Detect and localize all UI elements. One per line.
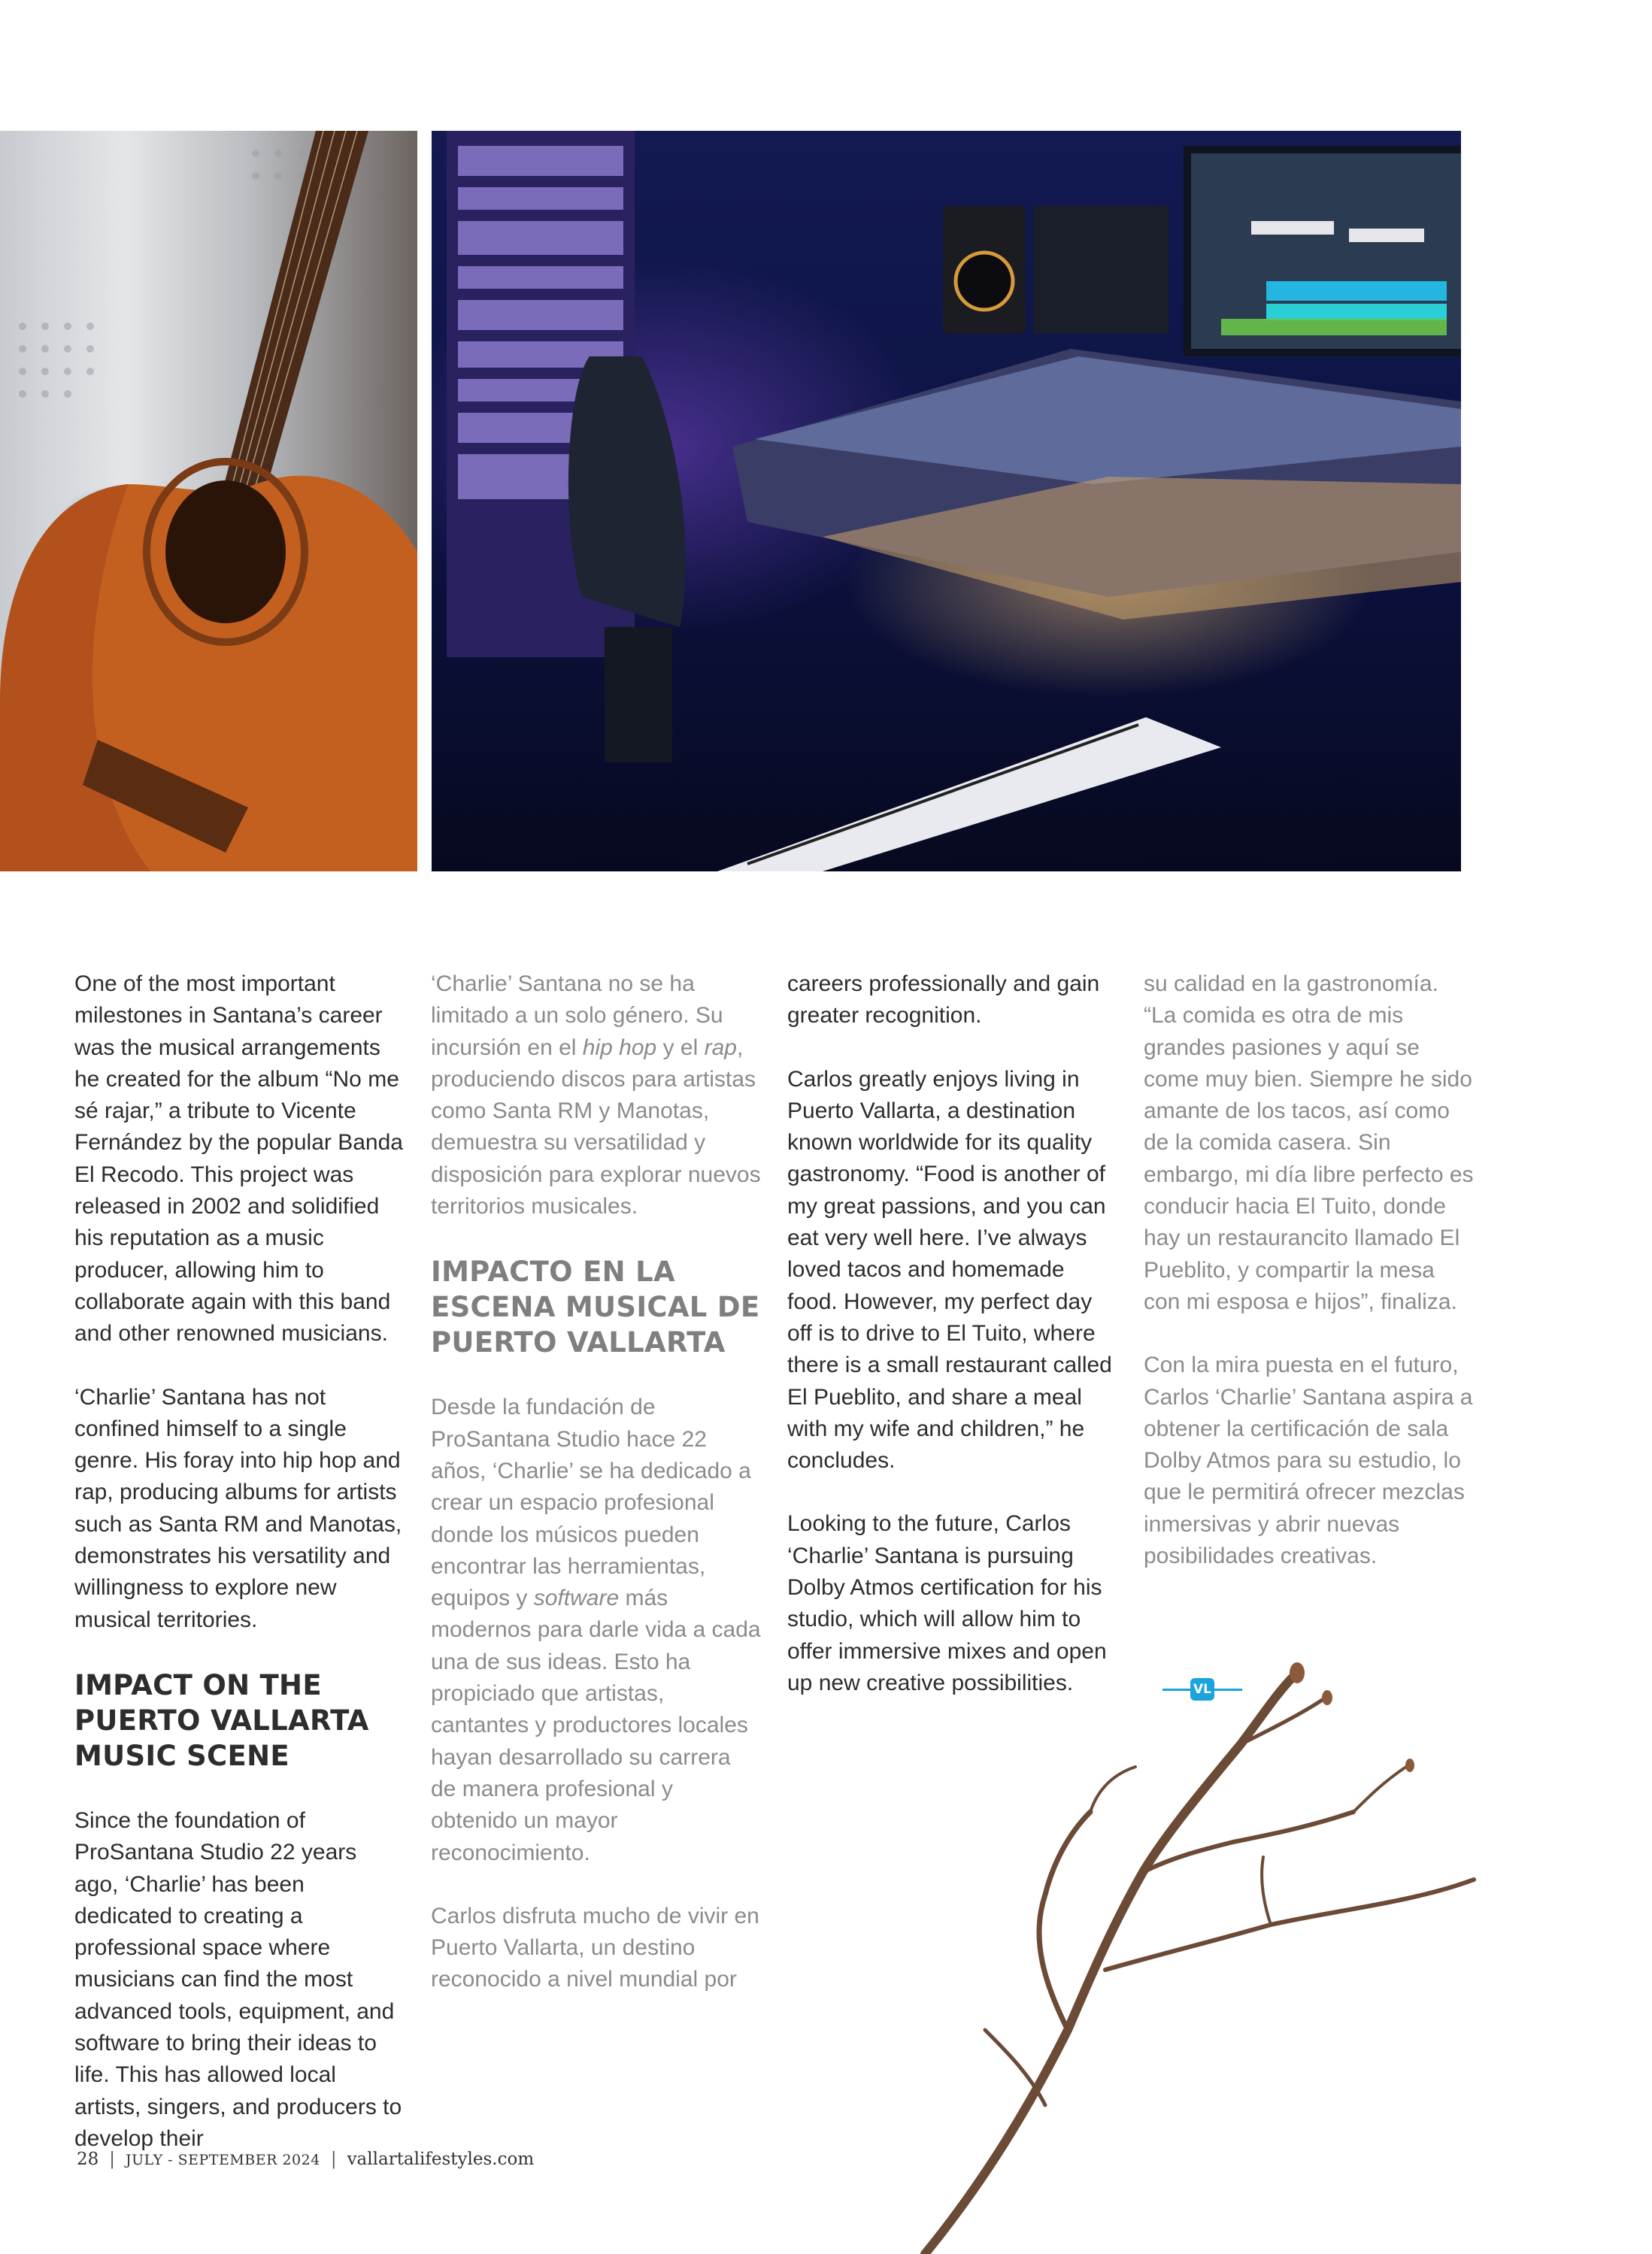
italic-term: software: [533, 1586, 620, 1611]
italic-term: hip hop: [582, 1035, 657, 1060]
studio-illustration: [432, 131, 1461, 871]
text-run: Desde la fundación de ProSantana Studio hace 22 años, ‘Charlie’ se ha dedicado a crear un espacio profesional donde los músicos pueden encontrar las herramientas, equipos y: [431, 1395, 751, 1611]
website-url: vallartalifestyles.com: [347, 2149, 535, 2169]
italic-term: rap: [704, 1035, 737, 1060]
branch-illustration: [917, 1654, 1489, 2254]
section-heading: IMPACT ON THE PUERTO VALLARTA MUSIC SCENE: [74, 1668, 369, 1772]
page-number: 28: [77, 2149, 99, 2169]
vl-logo-icon: VL: [1190, 1678, 1214, 1701]
paragraph: [431, 1392, 762, 1868]
paragraph: Carlos disfruta mucho de vivir en Puerto Vallarta, un destino reconocido a nivel mundial por: [431, 1903, 759, 1992]
paragraph: su calidad en la gastronomía. “La comida es otra de mis grandes pasiones y aquí se come muy bien. Siempre he sido amante de los tacos, así como de la comida casera. Sin embargo, mi día libre perfecto es conducir hacia El Tuito, donde hay un restaurancito llamado El Pueblito, y compartir la mesa con mi esposa e hijos”, finaliza.: [1144, 971, 1474, 1314]
text-run: ‘Charlie’ Santana no se ha limitado a un solo género. Su incursión en el: [431, 971, 723, 1060]
text-run: más modernos para darle vida a cada una de sus ideas. Esto ha propiciado que artistas, cantantes y productores locales hayan desarrollado su carrera de manera profesional y obtenido un mayor reconocimiento.: [431, 1586, 761, 1865]
spanish-column-2: [1144, 968, 1475, 1572]
issue-date: JULY - SEPTEMBER 2024: [126, 2152, 320, 2168]
paragraph: One of the most important milestones in Santana’s career was the musical arrangements he created for the album “No me sé rajar,” a tribute to Vicente Fernández by the popular Banda El Recodo. This project was released in 2002 and solidified his reputation as a music producer, allowing him to collaborate again with this band and other renowned musicians.: [74, 971, 403, 1347]
guitar-illustration: [0, 131, 417, 871]
paragraph: [431, 968, 762, 1222]
guitar-photo: [0, 131, 417, 871]
section-heading: IMPACTO EN LA ESCENA MUSICAL DE PUERTO VALLARTA: [431, 1256, 760, 1359]
paragraph: ‘Charlie’ Santana has not confined himself to a single genre. His foray into hip hop and rap, producing albums for artists such as Santa RM and Manotas, demonstrates his versatility and willingness to explore new musical territories.: [74, 1384, 402, 1632]
paragraph: Looking to the future, Carlos ‘Charlie’ Santana is pursuing Dolby Atmos certification for his studio, which will allow him to offer immersive mixes and open up new creative possibilities.: [787, 1511, 1107, 1695]
text-run: , produciendo discos para artistas como Santa RM y Manotas, demuestra su versatilidad y disposición para explorar nuevos territorios musicales.: [431, 1035, 761, 1219]
footer-separator: |: [109, 2149, 116, 2169]
spanish-column-1: [431, 968, 762, 1996]
paragraph: careers professionally and gain greater recognition.: [787, 971, 1100, 1029]
paragraph: Con la mira puesta en el futuro, Carlos ‘Charlie’ Santana aspira a obtener la certificación de sala Dolby Atmos para su estudio, lo que le permitirá ofrecer mezclas inmersivas y abrir nuevas posibilidades creativas.: [1144, 1353, 1473, 1569]
english-column-1: [74, 968, 405, 2155]
text-run: y el: [656, 1035, 705, 1060]
paragraph: Since the foundation of ProSantana Studio 22 years ago, ‘Charlie’ has been dedicated to creating a professional space where musicians can find the most advanced tools, equipment, and software to bring their ideas to life. This has allowed local artists, singers, and producers to develop their: [74, 1807, 402, 2151]
english-column-2: [787, 968, 1118, 1699]
studio-photo: [432, 131, 1461, 871]
page-footer: [77, 2149, 534, 2169]
paragraph: Carlos greatly enjoys living in Puerto Vallarta, a destination known worldwide for its quality gastronomy. “Food is another of my great passions, and you can eat very well here. I’ve always loved tacos and homemade food. However, my perfect day off is to drive to El Tuito, where there is a small restaurant called El Pueblito, and share a meal with my wife and children,” he concludes.: [787, 1066, 1112, 1474]
footer-separator: |: [330, 2149, 337, 2169]
